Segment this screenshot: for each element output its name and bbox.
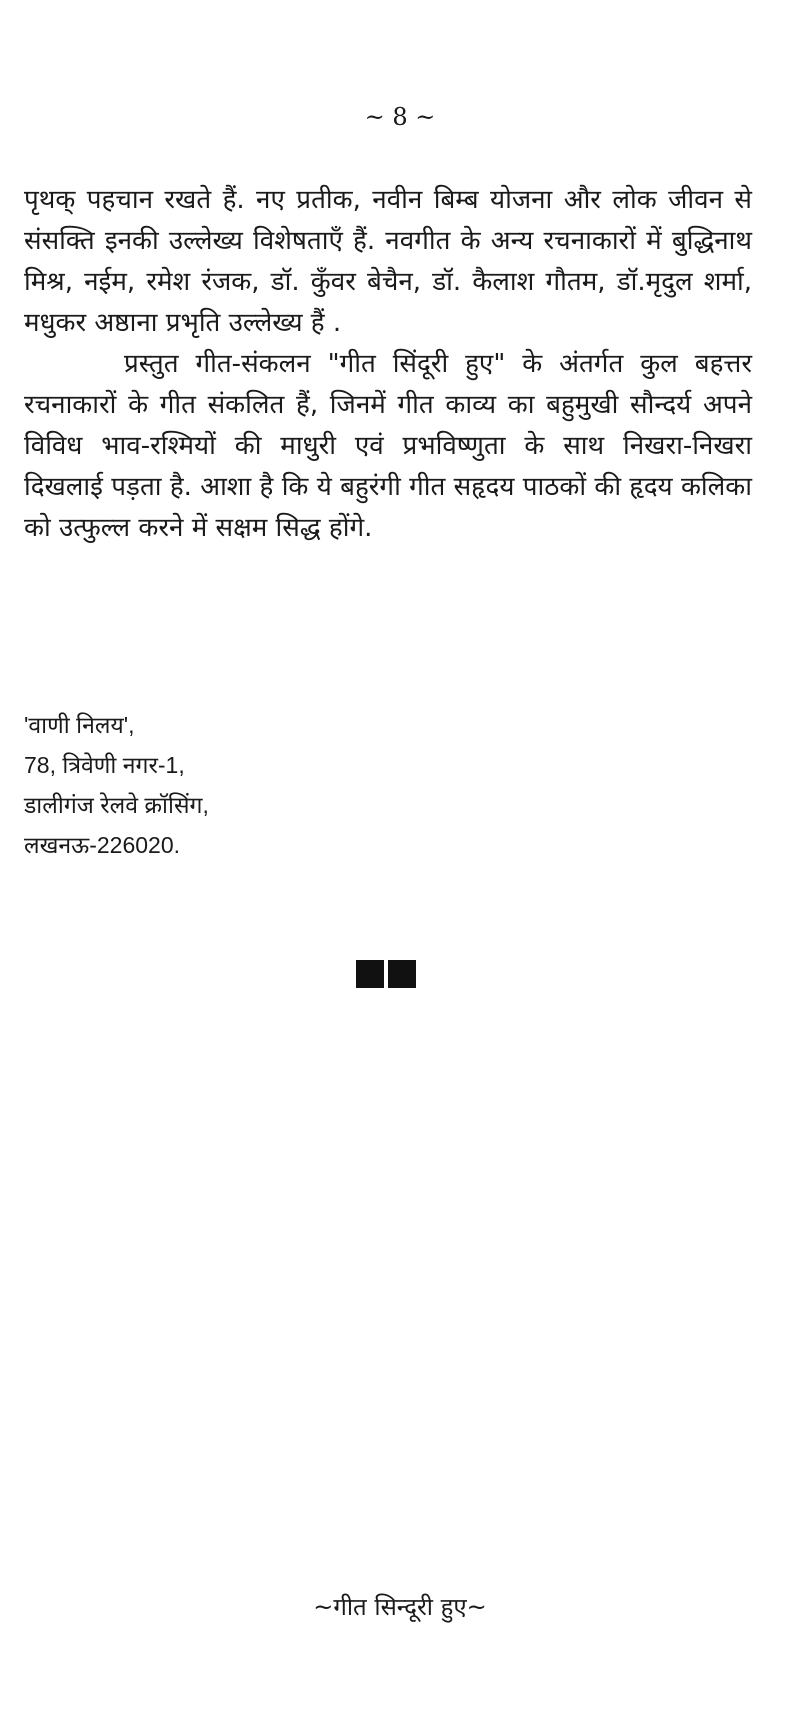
paragraph: प्रस्तुत गीत-संकलन "गीत सिंदूरी हुए" के अंतर्गत कुल बहत्तर रचनाकारों के गीत संकलित हैं, जिनमें गीत काव्य का बहुमुखी सौन्दर्य अपने विविध भाव-रश्मियों की माधुरी एवं प्रभविष्णुता के साथ निखरा-निखरा दिखलाई पड़ता है. आशा है कि ये बहुरंगी गीत सहृदय पाठकों की हृदय कलिका को उत्फुल्ल करने में सक्षम सिद्ध होंगे. bbox=[24, 349, 752, 543]
square-icon bbox=[388, 960, 416, 988]
address-line: 'वाणी निलय', bbox=[24, 712, 135, 738]
book-title-footer: ~गीत सिन्दूरी हुए~ bbox=[313, 1593, 487, 1621]
address-block bbox=[24, 705, 209, 865]
address-line: डालीगंज रेलवे क्रॉसिंग, bbox=[24, 792, 209, 818]
body-text bbox=[24, 180, 752, 549]
page-number: ~ 8 ~ bbox=[364, 103, 436, 131]
address-line: लखनऊ-226020. bbox=[24, 832, 181, 858]
address-line: 78, त्रिवेणी नगर-1, bbox=[24, 752, 185, 778]
square-icon bbox=[356, 960, 384, 988]
section-end-ornament-icon bbox=[356, 960, 416, 988]
paragraph: पृथक् पहचान रखते हैं. नए प्रतीक, नवीन बिम्ब योजना और लोक जीवन से संसक्ति इनकी उल्लेख्य विशेषताएँ हैं. नवगीत के अन्य रचनाकारों में बुद्धिनाथ मिश्र, नईम, रमेश रंजक, डॉ. कुँवर बेचैन, डॉ. कैलाश गौतम, डॉ.मृदुल शर्मा, मधुकर अष्ठाना प्रभृति उल्लेख्य हैं . bbox=[24, 185, 752, 338]
